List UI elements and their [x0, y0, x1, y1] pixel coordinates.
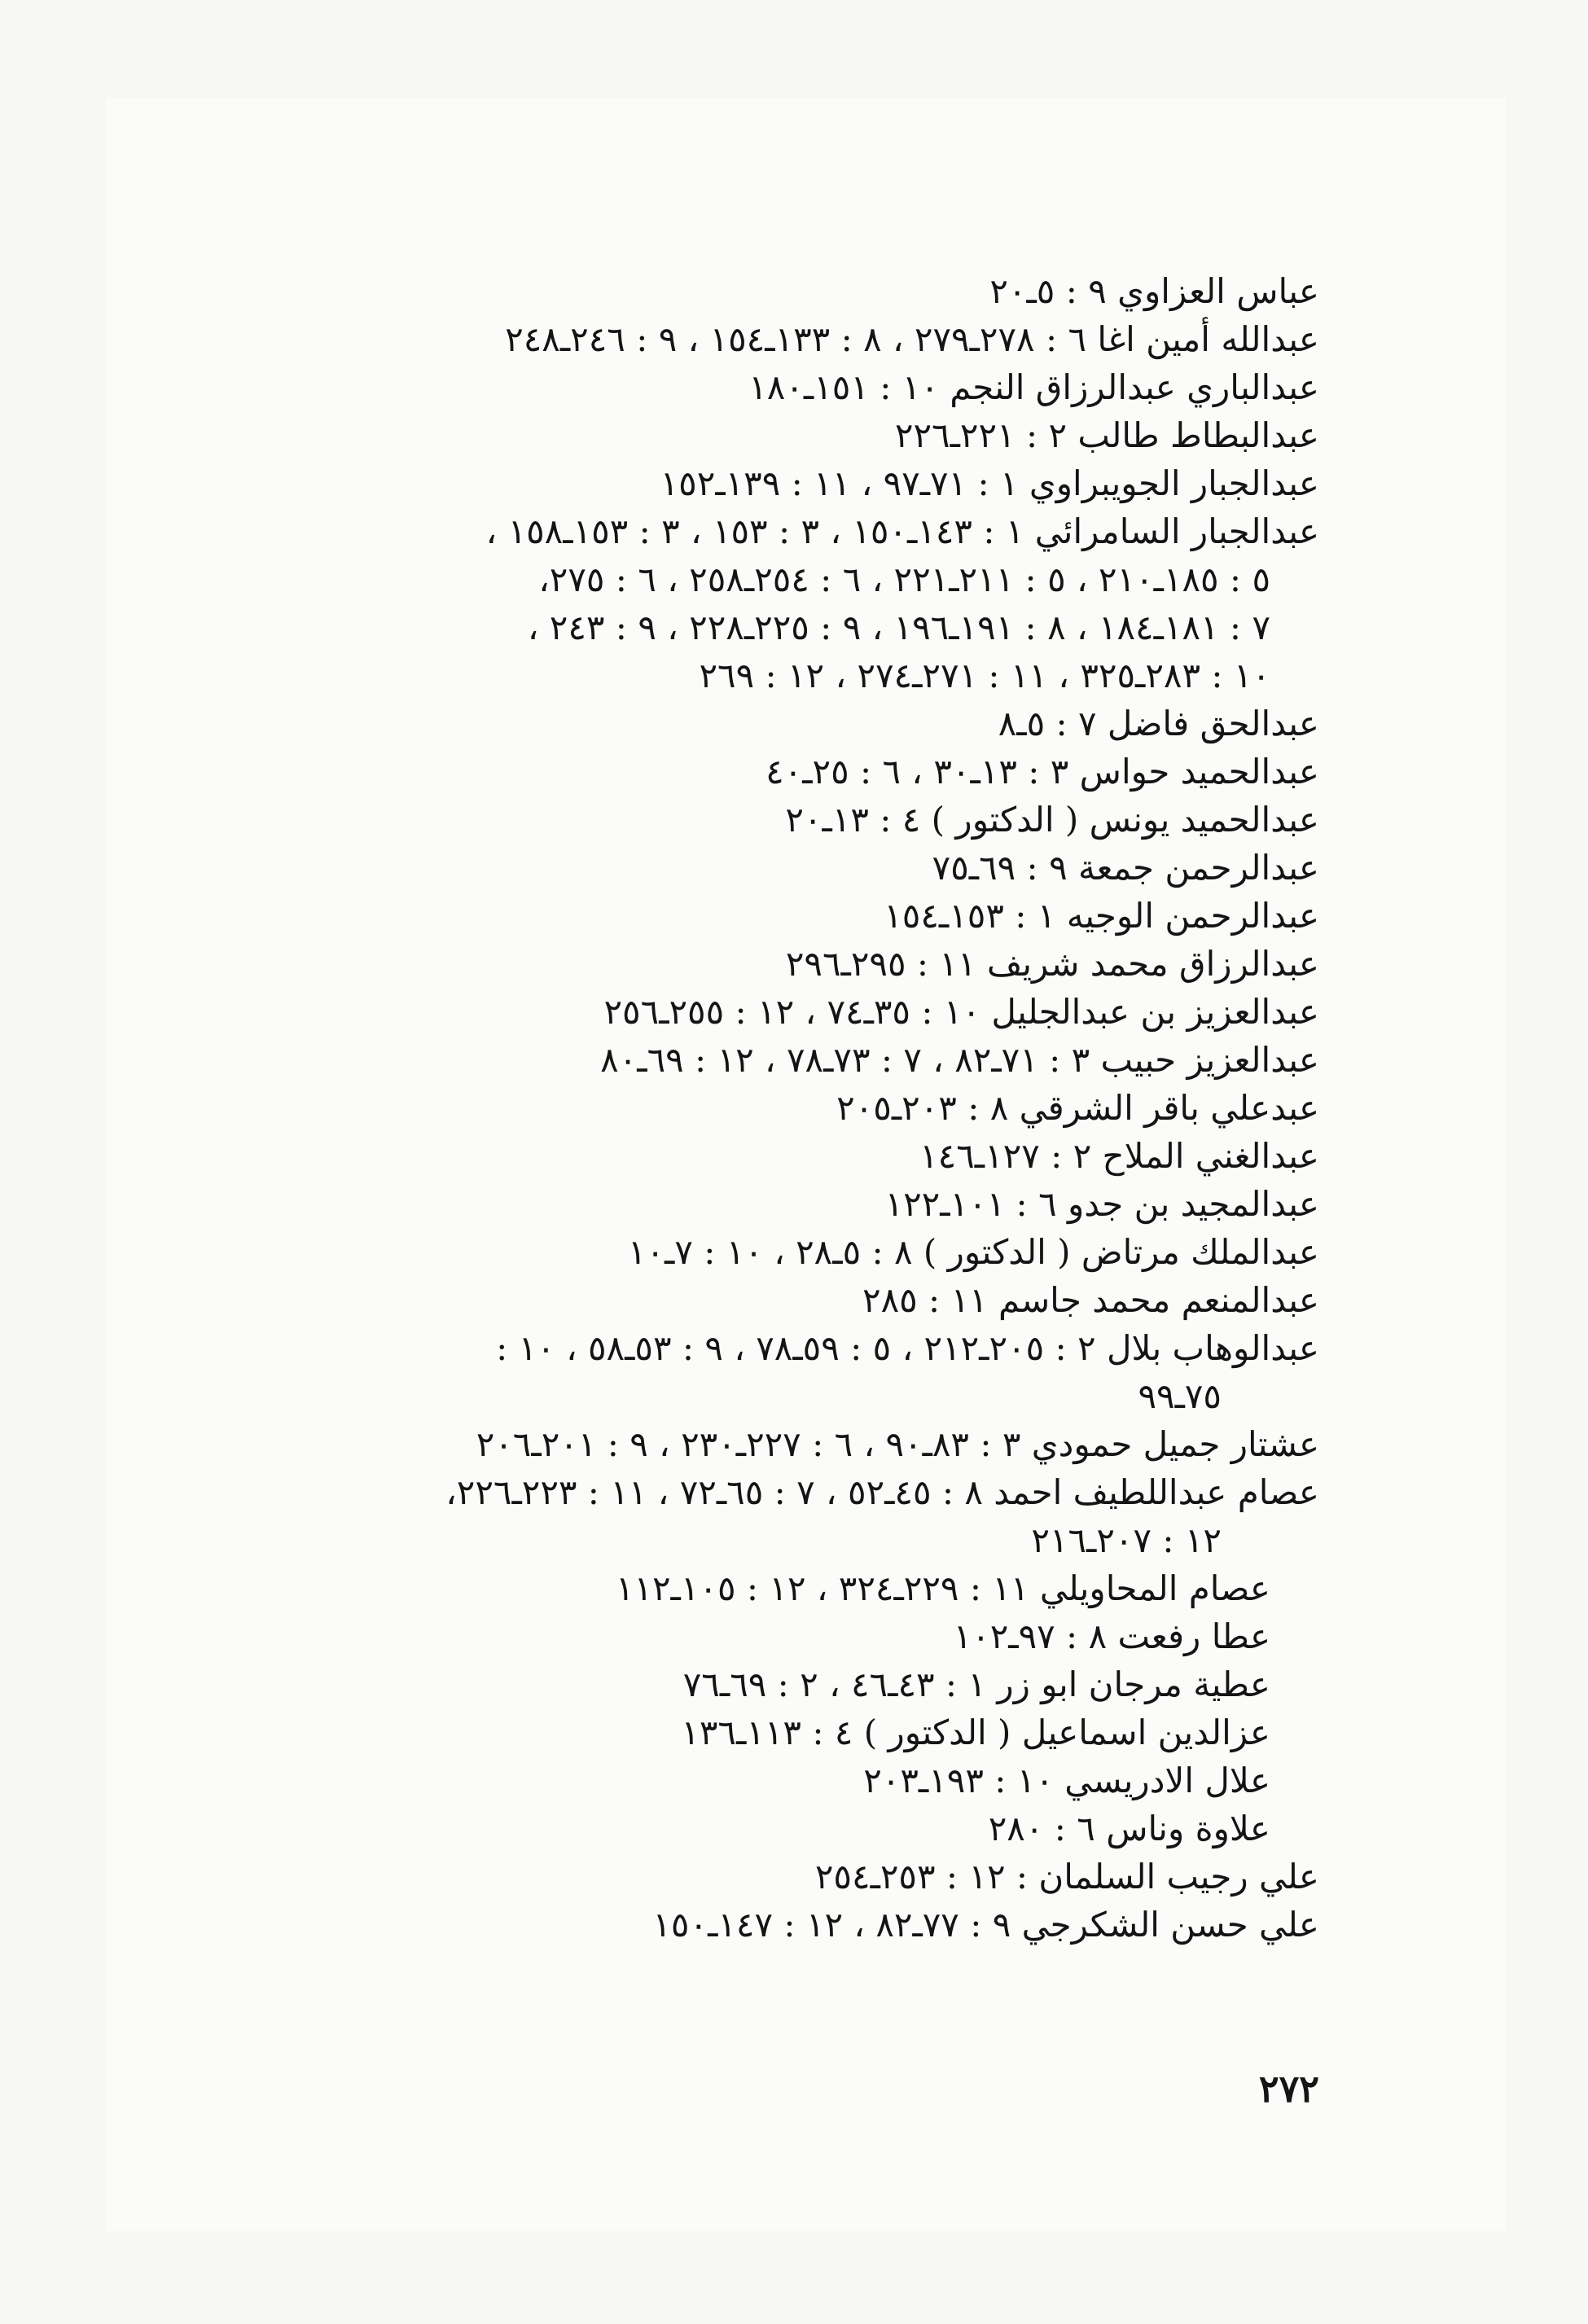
- index-entry: عصام المحاويلي ١١ : ٢٢٩ـ٣٢٤ ، ١٢ : ١٠٥ـ١١٢: [615, 1568, 1270, 1608]
- index-entry: عبدالعزيز بن عبدالجليل ١٠ : ٣٥ـ٧٤ ، ١٢ : ٢٥٥ـ٢٥٦: [603, 992, 1319, 1032]
- index-entry: عبدالمجيد بن جدو ٦ : ١٠١ـ١٢٢: [884, 1184, 1319, 1224]
- index-entry: عبدالغني الملاح ٢ : ١٢٧ـ١٤٦: [919, 1136, 1319, 1176]
- index-entry: عبدالعزيز حبيب ٣ : ٧١ـ٨٢ ، ٧ : ٧٣ـ٧٨ ، ١٢ : ٦٩ـ٨٠: [600, 1040, 1319, 1080]
- index-entry: عزالدين اسماعيل ( الدكتور ) ٤ : ١١٣ـ١٣٦: [681, 1712, 1270, 1752]
- index-entry: عبدالجبار الجويبراوي ١ : ٧١ـ٩٧ ، ١١ : ١٣٩ـ١٥٢: [660, 463, 1319, 503]
- index-entry: علي حسن الشكرجي ٩ : ٧٧ـ٨٢ ، ١٢ : ١٤٧ـ١٥٠: [652, 1905, 1319, 1945]
- index-entry: عبدالباري عبدالرزاق النجم ١٠ : ١٥١ـ١٨٠: [748, 367, 1319, 407]
- index-entry: عبدالحميد حواس ٣ : ١٣ـ٣٠ ، ٦ : ٢٥ـ٤٠: [765, 752, 1319, 791]
- index-entry: عبدالرزاق محمد شريف ١١ : ٢٩٥ـ٢٩٦: [785, 944, 1319, 984]
- index-entry: عبدالمنعم محمد جاسم ١١ : ٢٨٥: [862, 1280, 1319, 1320]
- index-entry: عبدالرحمن الوجيه ١ : ١٥٣ـ١٥٤: [884, 896, 1319, 936]
- index-entry-continuation: ٧٥ـ٩٩: [1138, 1376, 1222, 1416]
- index-entry: عطية مرجان ابو زر ١ : ٤٣ـ٤٦ ، ٢ : ٦٩ـ٧٦: [682, 1664, 1270, 1704]
- index-entry: عصام عبداللطيف احمد ٨ : ٤٥ـ٥٢ ، ٧ : ٦٥ـ٧٢ ، ١١ : ٢٢٣ـ٢٢٦،: [445, 1472, 1319, 1512]
- index-entry: عبدالرحمن جمعة ٩ : ٦٩ـ٧٥: [932, 848, 1319, 888]
- index-entry: عبدالحق فاضل ٧ : ٥ـ٨: [998, 704, 1319, 743]
- index-entry-continuation: ٧ : ١٨١ـ١٨٤ ، ٨ : ١٩١ـ١٩٦ ، ٩ : ٢٢٥ـ٢٢٨ ، ٩ : ٢٤٣ ،: [527, 607, 1270, 647]
- index-entry: علاوة وناس ٦ : ٢٨٠: [988, 1809, 1270, 1848]
- index-entry-continuation: ١٠ : ٢٨٣ـ٣٢٥ ، ١١ : ٢٧١ـ٢٧٤ ، ١٢ : ٢٦٩: [699, 656, 1270, 695]
- index-entry: عباس العزاوي ٩ : ٥ـ٢٠: [989, 271, 1319, 311]
- index-entry: علال الادريسي ١٠ : ١٩٣ـ٢٠٣: [863, 1761, 1270, 1800]
- index-entry: عبدالملك مرتاض ( الدكتور ) ٨ : ٥ـ٢٨ ، ١٠ : ٧ـ١٠: [627, 1232, 1319, 1272]
- index-entry: عبدالله أمين اغا ٦ : ٢٧٨ـ٢٧٩ ، ٨ : ١٣٣ـ١٥٤ ، ٩ : ٢٤٦ـ٢٤٨: [505, 319, 1319, 359]
- index-entry: عبدعلي باقر الشرقي ٨ : ٢٠٣ـ٢٠٥: [836, 1088, 1319, 1128]
- index-entry: عبدالوهاب بلال ٢ : ٢٠٥ـ٢١٢ ، ٥ : ٥٩ـ٧٨ ، ٩ : ٥٣ـ٥٨ ، ١٠ :: [496, 1328, 1319, 1368]
- index-entry: عطا رفعت ٨ : ٩٧ـ١٠٢: [953, 1616, 1270, 1656]
- index-list: [277, 267, 1319, 1949]
- index-entry: عبدالجبار السامرائي ١ : ١٤٣ـ١٥٠ ، ٣ : ١٥٣ ، ٣ : ١٥٣ـ١٥٨ ،: [485, 511, 1319, 551]
- index-entry: عبدالبطاط طالب ٢ : ٢٢١ـ٢٢٦: [894, 415, 1319, 455]
- page-number: ٢٧٢: [1258, 2067, 1319, 2111]
- index-entry: عبدالحميد يونس ( الدكتور ) ٤ : ١٣ـ٢٠: [785, 800, 1319, 840]
- index-entry-continuation: ١٢ : ٢٠٧ـ٢١٦: [1031, 1520, 1222, 1560]
- index-entry-continuation: ٥ : ١٨٥ـ٢١٠ ، ٥ : ٢١١ـ٢٢١ ، ٦ : ٢٥٤ـ٢٥٨ ، ٦ : ٢٧٥،: [538, 559, 1270, 599]
- index-entry: عشتار جميل حمودي ٣ : ٨٣ـ٩٠ ، ٦ : ٢٢٧ـ٢٣٠ ، ٩ : ٢٠١ـ٢٠٦: [476, 1424, 1319, 1464]
- index-entry: علي رجيب السلمان : ١٢ : ٢٥٣ـ٢٥٤: [814, 1857, 1319, 1896]
